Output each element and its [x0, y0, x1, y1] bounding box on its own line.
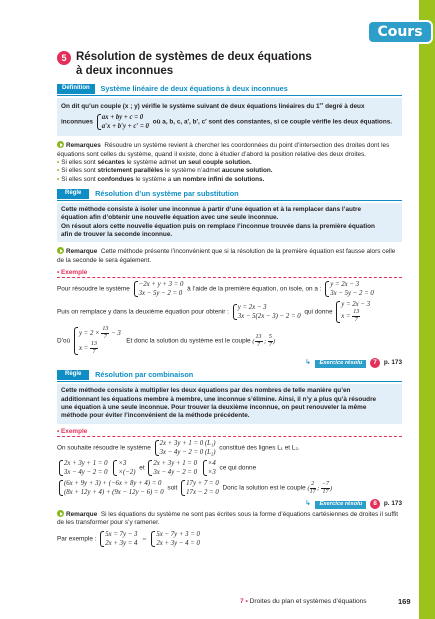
- example2-body: On souhaite résoudre le système 2x + 3y + 1 = 0 (L₁) 3x − 4y − 2 = 0 (L₂) constitué des lignes L₁ et L₂. 2x + 3y + 1 = 0 3x − 4y − 2 = 0 ×3 ×(−2) et 2x + 3y + 1 = 0 3x − 4y − 2 = 0 ×4 ×3 ce qui donne (6x + 9y + 3) + (−6x + 8y + 4) = 0 (8x + 12y + 4) + (9x − 12y − 6) = 0 soit 17y + 7 = 0 17x − 2 = 0 Donc la solution est le couple ( $\frac{2}{17}$ ; $\frac{-7}{17}$ ) ↳ Exercice résolu 8 p. 173: [57, 440, 402, 508]
- rule2-title: Résolution par combinaison: [95, 370, 194, 380]
- arrow-right-icon: ↳: [305, 359, 311, 367]
- definition-text2: inconnues ax + by + c = 0 a′x + b′y + c′ = 0 où a, b, c, a′, b′, c′ sont des constantes, si ce couple vérifie les deux équations.: [61, 114, 393, 131]
- definition-text1: On dit qu’un couple (x ; y) vérifie le système suivant de deux équations linéaires du 1er degré à deux: [61, 101, 365, 111]
- side-color-band: [419, 0, 435, 619]
- rule2-label: Règle: [57, 370, 89, 380]
- definition-system: ax + by + c = 0 a′x + b′y + c′ = 0: [97, 113, 149, 131]
- definition-box: [57, 98, 402, 136]
- remark-bullet-paralleles: • Si elles sont strictement parallèles le système n’admet aucune solution.: [57, 167, 273, 175]
- section-number: 5: [57, 51, 71, 65]
- page-footer: 7 • Droites du plan et systèmes d’équations: [240, 598, 367, 605]
- remark-arrow-icon: [57, 510, 64, 517]
- definition-header: [57, 84, 402, 96]
- section-title: [57, 50, 402, 78]
- rule2-box: Cette méthode consiste à multiplier les deux équations par des nombres de telle manière qu’en additionnant les équations membre à membre, une inconnue s’élimine. Ainsi, il n’y a plus qu’à résoudre une équation à une seule inconnue. Pour trouver la deuxième inconnue, on peut renouveler la même méthode pour éviter l’inconvénient de la méthode précédente.: [57, 384, 402, 423]
- rule1-box: Cette méthode consiste à isoler une inconnue à partir d’une équation et à la remplacer dans l’autre équation afin d’obtenir une nouvelle équation avec une seule inconnue. On résout alors cette nouvelle équation puis on remplace l’inconnue trouvée dans la première équation afin de trouver la seconde inconnue.: [57, 203, 402, 242]
- remark-arrow-icon: [57, 141, 64, 148]
- definition-title: Système linéaire de deux équations à deux inconnues: [100, 84, 288, 94]
- rule2-header: [57, 370, 402, 382]
- remark-bullet-secantes: • Si elles sont sécantes le système admet un seul couple solution.: [57, 159, 252, 167]
- rule1-title: Résolution d’un système par substitution: [95, 189, 239, 199]
- rule1-header: [57, 189, 402, 201]
- exercise-link-8[interactable]: ↳ Exercice résolu 8 p. 173: [305, 500, 402, 508]
- cours-tab: Cours: [367, 20, 433, 44]
- page-content: [57, 50, 402, 550]
- arrow-right-icon: ↳: [305, 500, 311, 508]
- definition-label: Définition: [57, 84, 95, 94]
- section-title-line2: à deux inconnues: [76, 65, 174, 77]
- exercise-link-7[interactable]: ↳ Exercice résolu 7 p. 173: [305, 359, 402, 367]
- remark3: Remarque Si les équations du système ne sont pas écrites sous la forme d’équations cartésiennes de droites il suffit de les transformer pour s’y ramener. Par exemple : 5x = 7y − 3 2x + 3y = 4 ⇔ 5x − 7y + 3 = 0 2x + 3y − 4 = 0: [57, 511, 399, 547]
- remarks-block: Remarques Résoudre un système revient à chercher les coordonnées du point d’intersection des droites dont les équations sont celles du système, quand il existe, donc à étudier d’abord la position relative des deux droites. • Si elles sont sécantes le système admet un seul couple solution. • Si elles sont strictement parallèles le système n’admet aucune solution. • Si elles sont confondues le système a un nombre infini de solutions.: [57, 141, 402, 184]
- page-number: 169: [398, 597, 411, 606]
- example2-header: • Exemple: [57, 428, 402, 437]
- section-title-line1: Résolution de systèmes de deux équations: [76, 51, 312, 63]
- remark-arrow-icon: [57, 247, 64, 254]
- rule1-label: Règle: [57, 189, 89, 199]
- example1-header: • Exemple: [57, 269, 402, 278]
- remark2: Remarque Cette méthode présente l’inconvénient que si la résolution de la première équation est fausse alors celle de la seconde le sera également.: [57, 248, 396, 264]
- example1-body: Pour résoudre le système −2x + y + 3 = 0 3x − 5y − 2 = 0 à l’aide de la première équation, on isole, on a : y = 2x − 3 3x − 5y − 2 = 0 Puis on remplace y dans la deuxième équation pour obtenir : y = 2x − 3 3x − 5(2x − 3) − 2 = 0 qui donne y = 2x − 3 x = $\frac{13}{7}$ D’où y = 2 × $\frac{13}{7}$ − 3 x = $\frac{13}{7}$ Et donc la solution du système est le couple ( $\frac{13}{7}$ ; $\frac{5}{7}$ ) ↳ Exercice résolu 7 p. 173: [57, 281, 402, 367]
- remark-bullet-confondues: • Si elles sont confondues le système a un nombre infini de solutions.: [57, 175, 265, 183]
